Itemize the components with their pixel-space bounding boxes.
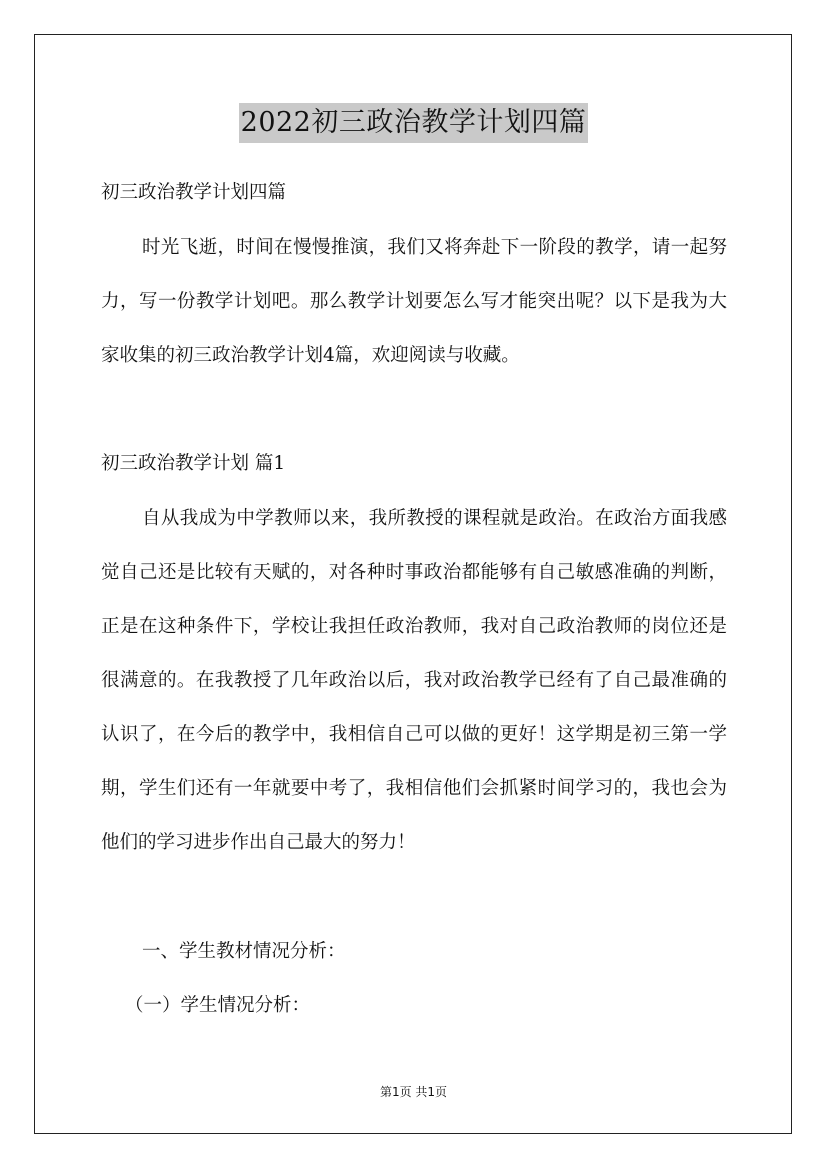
page-footer: 第1页 共1页 bbox=[379, 1085, 448, 1099]
document-title: 2022初三政治教学计划四篇 bbox=[239, 103, 589, 143]
subtitle: 初三政治教学计划四篇 bbox=[101, 182, 287, 203]
document-title-row bbox=[0, 103, 827, 143]
heading-student-analysis: （一）学生情况分析： bbox=[125, 995, 311, 1016]
section-heading: 初三政治教学计划 篇1 bbox=[101, 453, 286, 474]
intro-paragraph: 时光飞逝，时间在慢慢推演，我们又将奔赴下一阶段的教学，请一起努力，写一份教学计划吧。那么教学计划要怎么写才能突出呢？以下是我为大家收集的初三政治教学计划4篇，欢迎阅读与收藏。 bbox=[101, 237, 727, 366]
heading-student-textbook-analysis: 一、学生教材情况分析： bbox=[142, 941, 346, 962]
body-paragraph: 自从我成为中学教师以来，我所教授的课程就是政治。在政治方面我感觉自己还是比较有天赋的，对各种时事政治都能够有自己敏感准确的判断，正是在这种条件下，学校让我担任政治教师，我对自己政治教师的岗位还是很满意的。在我教授了几年政治以后，我对政治教学已经有了自己最准确的认识了，在今后的教学中，我相信自己可以做的更好！这学期是初三第一学期，学生们还有一年就要中考了，我相信他们会抓紧时间学习的，我也会为他们的学习进步作出自己最大的努力！ bbox=[101, 508, 727, 853]
